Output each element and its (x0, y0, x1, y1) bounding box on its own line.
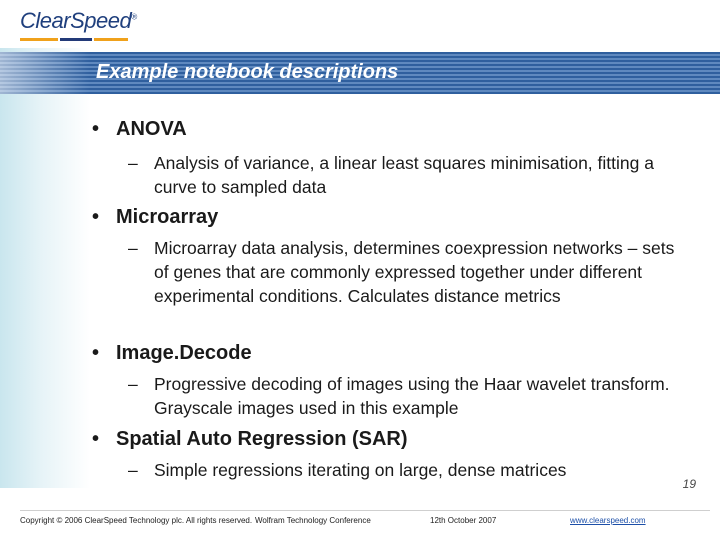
bullet-sar (92, 428, 408, 451)
logo-bar-orange (20, 38, 58, 41)
sub-dash: – (128, 460, 138, 480)
sub-bullet-sar (128, 458, 688, 482)
sub-dash: – (128, 238, 138, 258)
sub-bullet-text: Microarray data analysis, determines coexpression networks – sets of genes that are commonly expressed together under different experimental conditions. Calculates distance metrics (154, 238, 675, 306)
sub-bullet-image-decode (128, 372, 688, 420)
bullet-heading: Spatial Auto Regression (SAR) (116, 428, 408, 450)
left-gradient-decoration (0, 48, 90, 488)
logo-text: ClearSpeed® (20, 8, 137, 33)
footer-copyright: Copyright © 2006 ClearSpeed Technology plc. All rights reserved. (20, 516, 253, 525)
logo-bar-navy (60, 38, 92, 41)
bullet-dot: • (92, 428, 100, 450)
sub-dash: – (128, 153, 138, 173)
sub-bullet-anova (128, 151, 688, 199)
logo-bar-orange-2 (94, 38, 128, 41)
bullet-heading: Image.Decode (116, 342, 252, 364)
bullet-heading: ANOVA (116, 118, 187, 140)
clearspeed-logo (20, 8, 140, 44)
bullet-dot: • (92, 342, 100, 364)
sub-bullet-text: Progressive decoding of images using the Haar wavelet transform. Grayscale images used in this example (154, 374, 670, 418)
footer-website-link[interactable]: www.clearspeed.com (570, 516, 646, 525)
bullet-anova (92, 118, 187, 141)
sub-bullet-text: Analysis of variance, a linear least squares minimisation, fitting a curve to sampled data (154, 153, 654, 197)
slide-title: Example notebook descriptions (96, 61, 399, 83)
bullet-dot: • (92, 118, 100, 140)
bullet-image-decode (92, 342, 252, 365)
footer-conference: Wolfram Technology Conference (255, 516, 371, 525)
sub-bullet-microarray (128, 236, 688, 308)
bullet-microarray (92, 206, 218, 229)
footer-date: 12th October 2007 (430, 516, 497, 525)
sub-dash: – (128, 374, 138, 394)
sub-bullet-text: Simple regressions iterating on large, dense matrices (154, 460, 567, 480)
bullet-heading: Microarray (116, 206, 219, 228)
footer-rule (20, 510, 710, 511)
bullet-dot: • (92, 206, 100, 228)
page-number: 19 (682, 477, 696, 491)
